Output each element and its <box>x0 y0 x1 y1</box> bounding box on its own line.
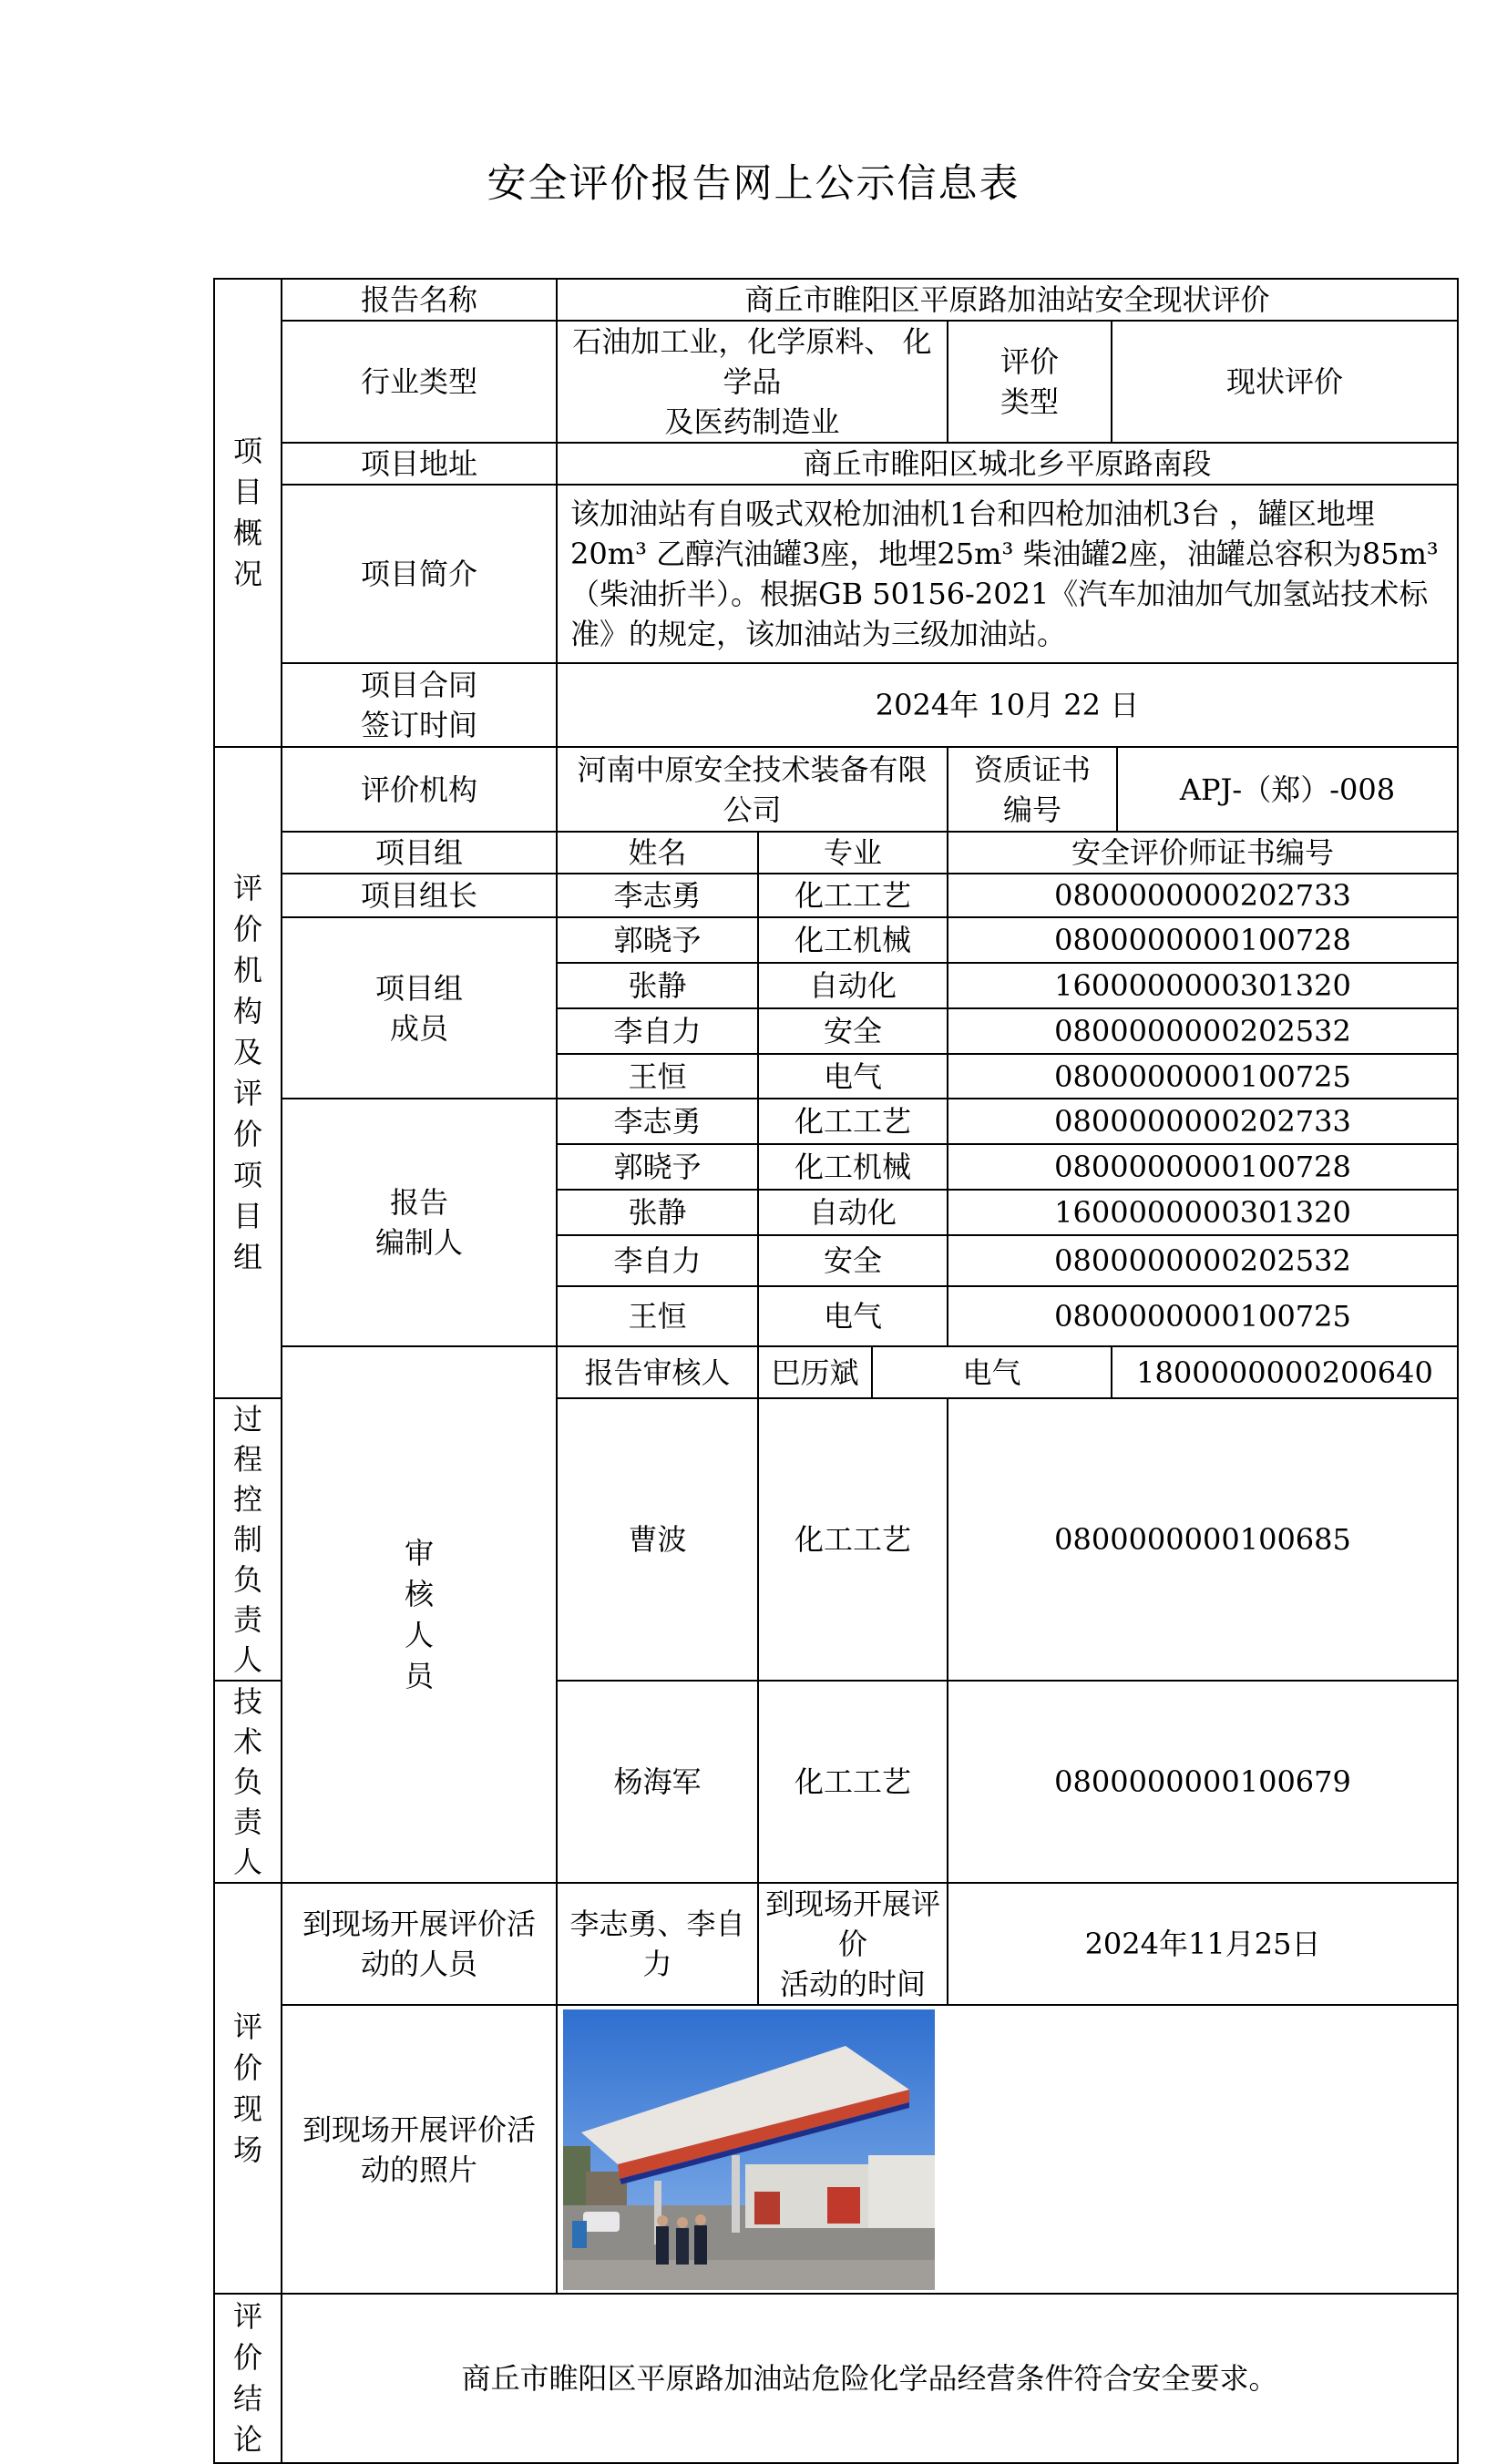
member-name: 李自力 <box>557 1008 758 1054</box>
report-name-label: 报告名称 <box>282 279 557 321</box>
industry-value: 石油加工业，化学原料、 化学品 及医药制造业 <box>557 321 948 443</box>
address-value: 商丘市睢阳区城北乡平原路南段 <box>557 443 1458 485</box>
section-label-conclusion: 评 价 结 论 <box>214 2294 282 2463</box>
member-cert: 0800000000100728 <box>948 917 1458 963</box>
review-name: 曹波 <box>557 1398 758 1681</box>
header-group: 项目组 <box>282 832 557 874</box>
intro-label: 项目简介 <box>282 485 557 663</box>
writer-name: 李志勇 <box>557 1099 758 1144</box>
review-cert: 0800000000100685 <box>948 1398 1458 1681</box>
review-major: 化工工艺 <box>758 1398 948 1681</box>
writer-major: 电气 <box>758 1286 948 1346</box>
intro-value: 该加油站有自吸式双枪加油机1台和四枪加油机3台 ，罐区地埋20m³ 乙醇汽油罐3座，地埋25m³ 柴油罐2座，油罐总容积为85m³（柴油折半）。根据GB 50156-2021《汽车加油加气加氢站技术标准》的规定，该加油站为三级加油站。 <box>557 485 1458 663</box>
site-people-label: 到现场开展评价活 动的人员 <box>282 1883 557 2005</box>
member-major: 安全 <box>758 1008 948 1054</box>
leader-label: 项目组长 <box>282 874 557 917</box>
writer-major: 自动化 <box>758 1190 948 1235</box>
member-cert: 0800000000202532 <box>948 1008 1458 1054</box>
member-name: 王恒 <box>557 1054 758 1099</box>
member-cert: 0800000000100725 <box>948 1054 1458 1099</box>
review-cert: 1800000000200640 <box>1112 1346 1458 1398</box>
eval-type-value: 现状评价 <box>1112 321 1458 443</box>
review-major: 电气 <box>872 1346 1112 1398</box>
org-label: 评价机构 <box>282 747 557 832</box>
writer-cert: 1600000000301320 <box>948 1190 1458 1235</box>
section-label-overview: 项 目 概 况 <box>214 279 282 747</box>
header-major: 专业 <box>758 832 948 874</box>
writer-major: 化工机械 <box>758 1144 948 1190</box>
review-name: 巴历斌 <box>758 1346 872 1398</box>
leader-name: 李志勇 <box>557 874 758 917</box>
member-name: 郭晓予 <box>557 917 758 963</box>
site-people-value: 李志勇、李自 力 <box>557 1883 758 2005</box>
site-photo <box>563 2009 935 2290</box>
contract-date: 2024年 10月 22 日 <box>557 663 1458 747</box>
writers-label: 报告 编制人 <box>282 1099 557 1346</box>
writer-name: 郭晓予 <box>557 1144 758 1190</box>
members-label: 项目组 成员 <box>282 917 557 1099</box>
writer-cert: 0800000000202733 <box>948 1099 1458 1144</box>
writer-cert: 0800000000202532 <box>948 1235 1458 1286</box>
writer-name: 李自力 <box>557 1235 758 1286</box>
writer-cert: 0800000000100725 <box>948 1286 1458 1346</box>
header-cert: 安全评价师证书编号 <box>948 832 1458 874</box>
site-time-label: 到现场开展评价 活动的时间 <box>758 1883 948 2005</box>
cert-no: APJ-（郑）-008 <box>1179 772 1396 807</box>
section-label-site: 评 价 现 场 <box>214 1883 282 2294</box>
leader-major: 化工工艺 <box>758 874 948 917</box>
address-label: 项目地址 <box>282 443 557 485</box>
writer-cert: 0800000000100728 <box>948 1144 1458 1190</box>
conclusion-text: 商丘市睢阳区平原路加油站危险化学品经营条件符合安全要求。 <box>282 2294 1458 2463</box>
report-name-value: 商丘市睢阳区平原路加油站安全现状评价 <box>557 279 1458 321</box>
page-title: 安全评价报告网上公示信息表 <box>487 161 1020 207</box>
info-table <box>213 278 1459 2464</box>
writer-name: 张静 <box>557 1190 758 1235</box>
industry-label: 行业类型 <box>282 321 557 443</box>
site-photo-label: 到现场开展评价活 动的照片 <box>282 2005 557 2294</box>
section-label-review: 审 核 人 员 <box>282 1346 557 1883</box>
member-major: 电气 <box>758 1054 948 1099</box>
writer-major: 安全 <box>758 1235 948 1286</box>
review-cert: 0800000000100679 <box>948 1681 1458 1883</box>
org-name: 河南中原安全技术装备有限公司 <box>557 747 948 832</box>
header-name: 姓名 <box>557 832 758 874</box>
cert-label: 资质证书 编号 <box>948 748 1117 831</box>
writer-name: 王恒 <box>557 1286 758 1346</box>
member-name: 张静 <box>557 963 758 1008</box>
review-major: 化工工艺 <box>758 1681 948 1883</box>
member-major: 化工机械 <box>758 917 948 963</box>
eval-type-label: 评价 类型 <box>948 321 1112 443</box>
section-label-org: 评 价 机 构 及 评 价 项 目 组 <box>214 747 282 1398</box>
review-role: 技术负责人 <box>214 1681 282 1883</box>
review-role: 报告审核人 <box>557 1346 758 1398</box>
writer-major: 化工工艺 <box>758 1099 948 1144</box>
member-cert: 1600000000301320 <box>948 963 1458 1008</box>
leader-cert: 0800000000202733 <box>948 874 1458 917</box>
review-role: 过程控制负责人 <box>214 1398 282 1681</box>
contract-label: 项目合同 签订时间 <box>282 663 557 747</box>
member-major: 自动化 <box>758 963 948 1008</box>
site-time-value: 2024年11月25日 <box>948 1883 1458 2005</box>
review-name: 杨海军 <box>557 1681 758 1883</box>
